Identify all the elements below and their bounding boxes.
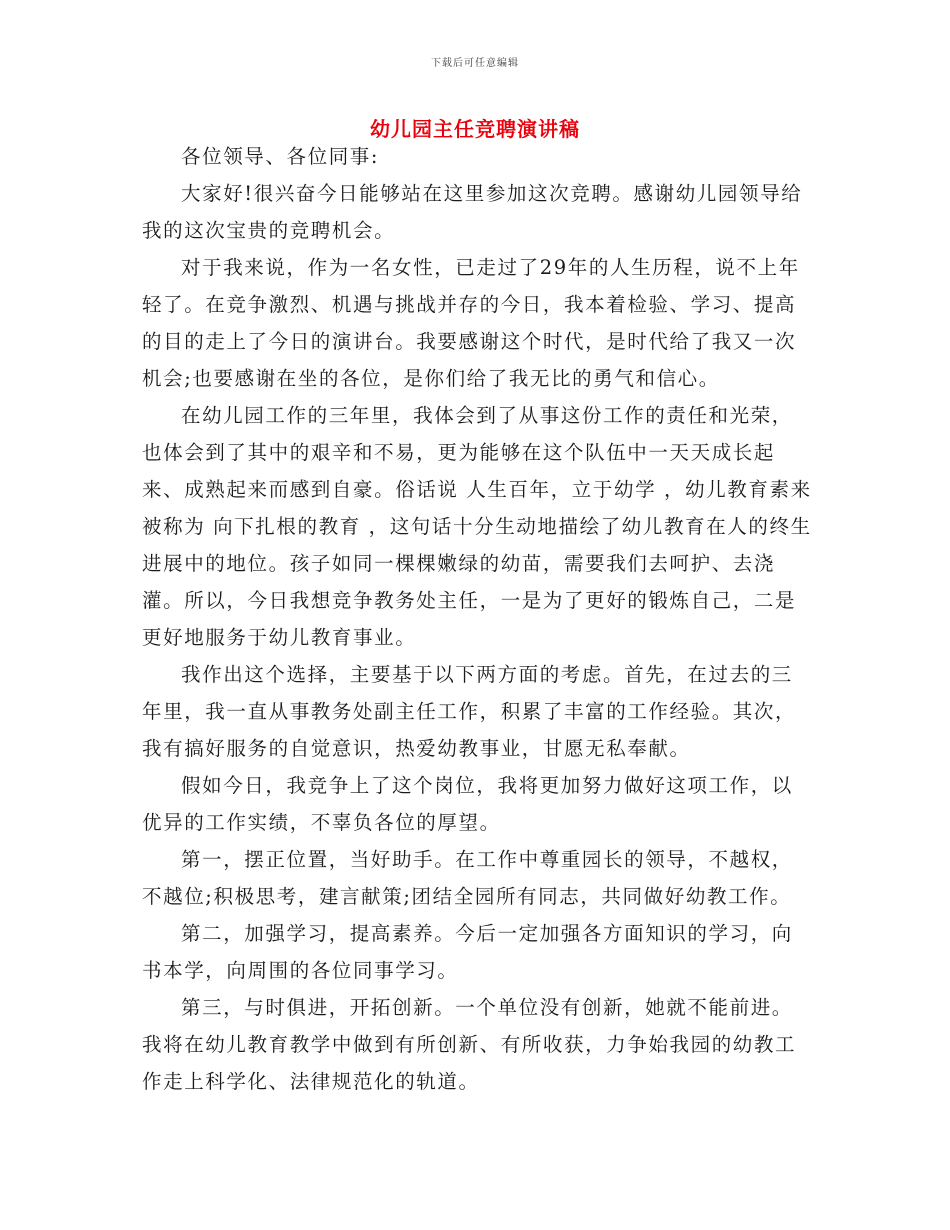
salutation-paragraph: 各位领导、各位同事:	[181, 145, 380, 168]
body-paragraph: 第二，加强学习，提高素养。今后一定加强各方面知识的学习，向书本学，向周围的各位同事学习。	[142, 922, 793, 982]
document-title: 幼儿园主任竞聘演讲稿	[370, 117, 580, 141]
body-paragraph: 第三，与时俱进，开拓创新。一个单位没有创新，她就不能前进。我将在幼儿教育教学中做到有所创新、有所收获，力争始我园的幼教工作走上科学化、法律规范化的轨道。	[142, 996, 797, 1093]
body-paragraph: 假如今日，我竞争上了这个岗位，我将更加努力做好这项工作，以优异的工作实绩，不辜负各位的厚望。	[142, 774, 793, 834]
body-paragraph: 在幼儿园工作的三年里，我体会到了从事这份工作的责任和光荣，也体会到了其中的艰辛和不易，更为能够在这个队伍中一天天成长起来、成熟起来而感到自豪。俗话说 人生百年，立于幼学 ，幼儿教育素来被称为 向下扎根的教育 ，这句话十分生动地描绘了幼儿教育在人的终生进展中的地位。孩子如同一棵棵嫩绿的幼苗，需要我们去呵护、去浇灌。所以，今日我想竞争教务处主任，一是为了更好的锻炼自己，二是更好地服务于幼儿教育事业。	[142, 404, 812, 649]
page-header: 下载后可任意编辑	[431, 58, 519, 69]
document-body	[142, 138, 812, 1100]
body-paragraph: 我作出这个选择，主要基于以下两方面的考虑。首先，在过去的三年里，我一直从事教务处副主任工作，积累了丰富的工作经验。其次，我有搞好服务的自觉意识，热爱幼教事业，甘愿无私奉献。	[142, 663, 797, 760]
body-paragraph: 对于我来说，作为一名女性，已走过了29年的人生历程，说不上年轻了。在竞争激烈、机遇与挑战并存的今日，我本着检验、学习、提高的目的走上了今日的演讲台。我要感谢这个时代，是时代给了我又一次机会;也要感谢在坐的各位，是你们给了我无比的勇气和信心。	[142, 256, 800, 390]
greeting-paragraph: 大家好!很兴奋今日能够站在这里参加这次竞聘。感谢幼儿园领导给我的这次宝贵的竞聘机会。	[142, 182, 803, 242]
body-paragraph: 第一，摆正位置，当好助手。在工作中尊重园长的领导，不越权，不越位;积极思考，建言献策;团结全园所有同志，共同做好幼教工作。	[142, 848, 793, 908]
